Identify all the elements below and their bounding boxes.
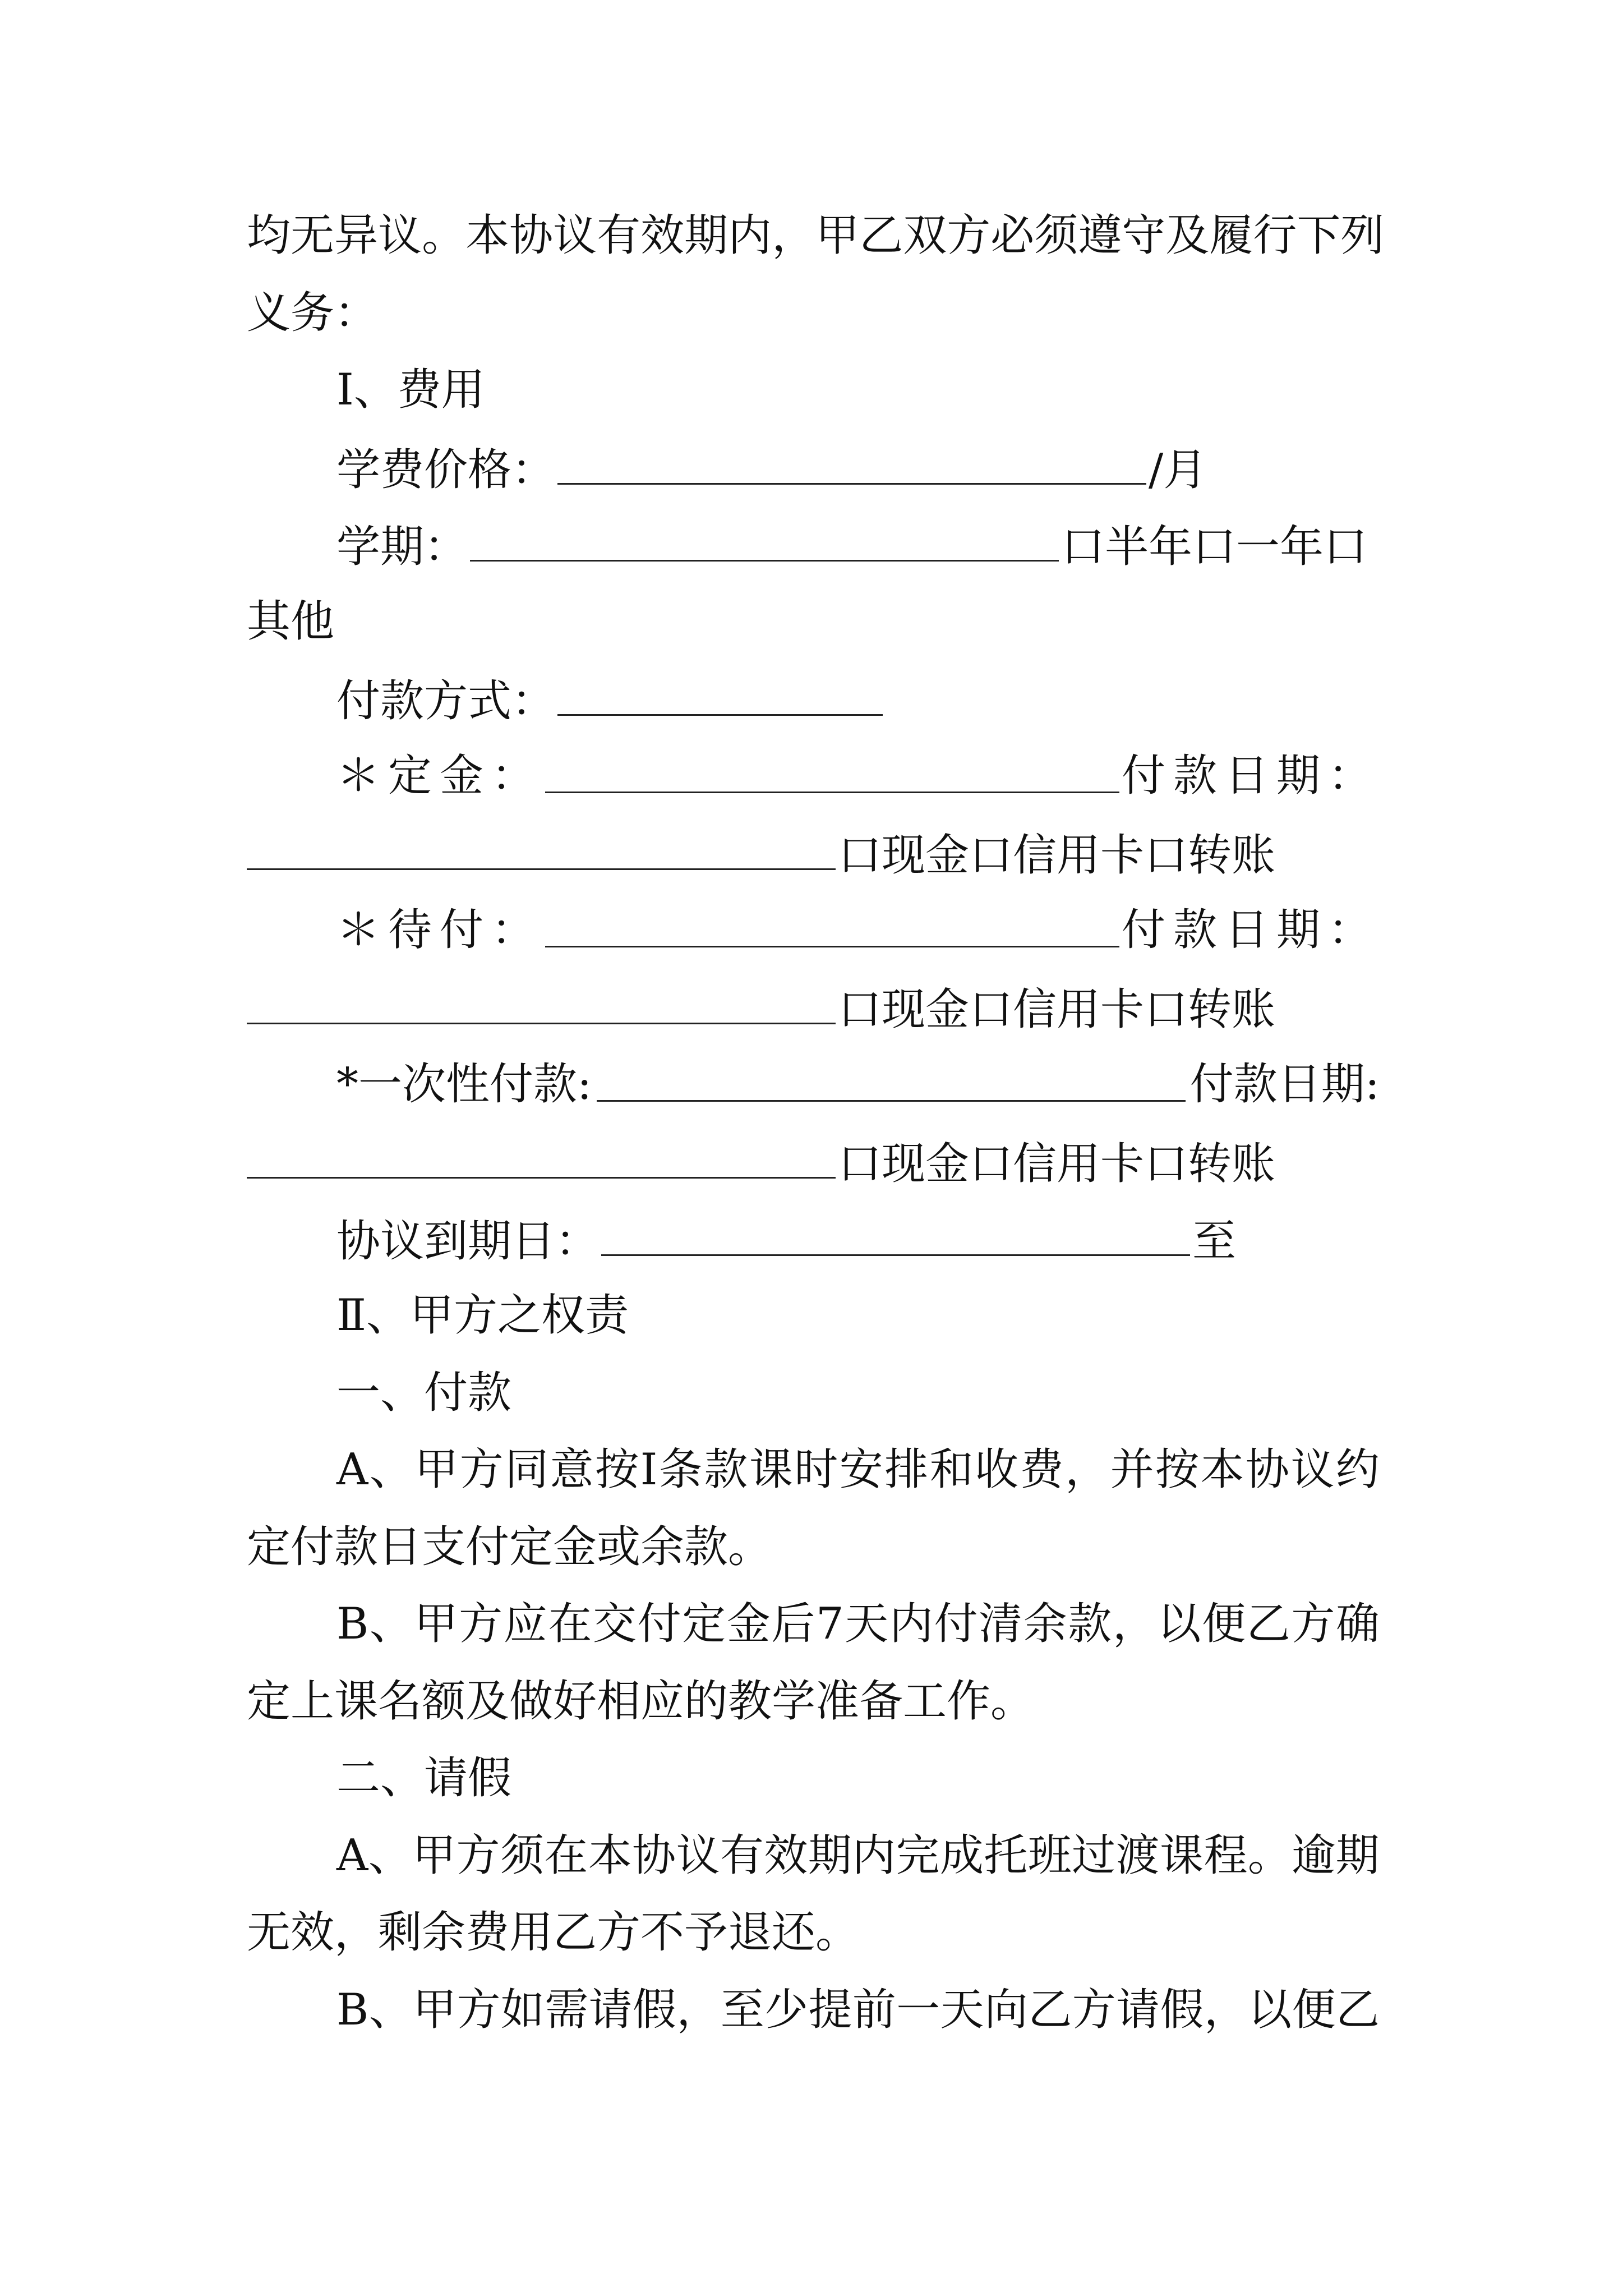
- sub1-a-line-2: 定付款日支付定金或余款。: [247, 1522, 772, 1572]
- subsection-1-title: 一、付款: [336, 1368, 512, 1418]
- pending-date-label: 付款日期：: [1121, 905, 1380, 955]
- subsection-2-title: 二、请假: [336, 1753, 512, 1803]
- sub2-a-line-1: A 、 甲 方 须 在 本 协 议 有 效 期 内 完 成 托 班 过 渡 课 程 。 逾 期: [336, 1830, 1380, 1881]
- sub1-a-line-1: A 、 甲 方 同 意 按 Ⅰ 条 款 课 时 安 排 和 收 费 ， 并 按 本 协 议 约: [336, 1444, 1380, 1495]
- expiry-row: [336, 1211, 1236, 1269]
- payment-options-1: 口现金口信用卡口转账: [838, 830, 1276, 881]
- deposit-row: [336, 748, 1380, 804]
- term-blank[interactable]: [470, 516, 1059, 562]
- tuition-suffix: /月: [1149, 445, 1207, 495]
- term-options-cont: 其他: [247, 596, 335, 647]
- lump-sum-date-blank[interactable]: [247, 1133, 836, 1179]
- pay-method-blank[interactable]: [557, 670, 883, 716]
- pending-row: [336, 902, 1380, 958]
- sub1-b-line-1: B 、 甲 方 应 在 交 付 定 金 后 7 天 内 付 清 余 款 ， 以 便 乙 方 确: [336, 1599, 1380, 1649]
- sub2-a-line-2: 无效，剩余费用乙方不予退还。: [247, 1907, 860, 1958]
- tuition-label: 学费价格：: [336, 445, 556, 495]
- expiry-label: 协议到期日：: [336, 1216, 600, 1267]
- deposit-label: ＊定金：: [336, 751, 543, 801]
- lump-sum-label: *一次性付款:: [336, 1059, 592, 1110]
- pending-date-blank[interactable]: [247, 979, 836, 1024]
- deposit-date-blank[interactable]: [247, 825, 836, 870]
- lump-sum-date-label: 付款日期:: [1189, 1059, 1380, 1110]
- tuition-blank[interactable]: [557, 439, 1146, 485]
- intro-line-2: 义务：: [247, 288, 379, 338]
- section-2-title: Ⅱ、甲方之权责: [336, 1290, 629, 1341]
- pending-label: ＊待付：: [336, 905, 543, 955]
- section-1-title: Ⅰ、费用: [336, 365, 485, 415]
- pending-date-row: [247, 979, 1275, 1038]
- sub2-b-line-1: B 、 甲 方 如 需 请 假 ， 至 少 提 前 一 天 向 乙 方 请 假 ， 以 便 乙: [336, 1985, 1380, 2035]
- pay-method-label: 付款方式：: [336, 676, 556, 726]
- lump-sum-date-row: [247, 1133, 1275, 1192]
- lump-sum-row: [336, 1056, 1380, 1112]
- payment-options-2: 口现金口信用卡口转账: [838, 984, 1276, 1035]
- intro-line-1: 均 无 异 议 。 本 协 议 有 效 期 内 ， 甲 乙 双 方 必 须 遵 守 及 履 行 下 列: [247, 210, 1385, 261]
- deposit-blank[interactable]: [545, 748, 1119, 793]
- term-row: [336, 516, 1367, 575]
- expiry-blank[interactable]: [601, 1211, 1190, 1256]
- deposit-date-row: [247, 825, 1275, 884]
- sub1-b-line-2: 定上课名额及做好相应的教学准备工作。: [247, 1676, 1035, 1727]
- lump-sum-blank[interactable]: [597, 1056, 1186, 1102]
- expiry-suffix: 至: [1192, 1216, 1237, 1267]
- tuition-row: [336, 439, 1207, 498]
- pending-blank[interactable]: [545, 902, 1119, 947]
- deposit-date-label: 付款日期：: [1121, 751, 1380, 801]
- payment-options-3: 口现金口信用卡口转账: [838, 1139, 1276, 1189]
- term-label: 学期：: [336, 522, 468, 572]
- pay-method-row: [336, 670, 885, 729]
- term-options: 口半年口一年口: [1061, 522, 1368, 572]
